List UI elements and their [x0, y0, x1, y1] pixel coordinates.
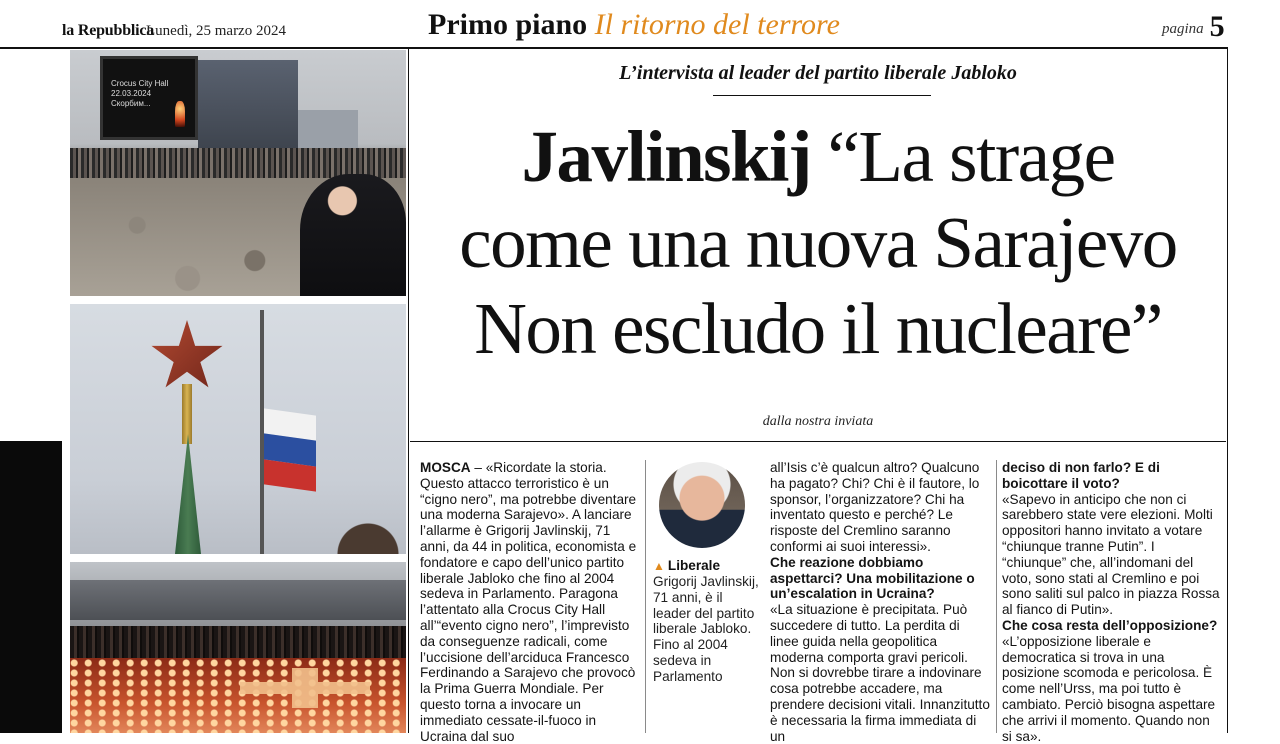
photo-vigil-crowd [70, 626, 406, 658]
byline-rule [410, 441, 1226, 442]
portrait-javlinskij [659, 462, 745, 548]
section-title [428, 8, 840, 42]
article-headline [410, 114, 1226, 372]
photo-tower-gold [182, 384, 192, 444]
column-rule [996, 460, 997, 733]
headline-line3: Non escludo il nucleare” [474, 288, 1162, 369]
section-name: Primo piano [428, 8, 588, 41]
headline-name: Javlinskij [521, 116, 811, 197]
bio-title-text: Liberale [667, 558, 721, 573]
frame-left-rule [408, 49, 409, 733]
headline-line2: come una nuova Sarajevo [459, 202, 1177, 283]
article-column-4 [1002, 460, 1222, 744]
interview-question: Che cosa resta dell’opposizione? [1002, 617, 1218, 633]
header-rule [0, 47, 1228, 49]
masthead: la Repubblica [62, 22, 155, 39]
column-rule [645, 460, 646, 733]
adjacent-page-strip [0, 441, 62, 733]
photo-trees [330, 510, 406, 554]
triangle-icon: ▲ [653, 559, 665, 573]
photo-woman-mourning [300, 174, 406, 296]
photo-crocus-memorial [70, 50, 406, 296]
photo-candles [70, 658, 406, 733]
interview-question: deciso di non farlo? E di boicottare il voto? [1002, 460, 1160, 491]
bio-title [653, 558, 720, 573]
photo-building [198, 60, 298, 152]
column-4-text-2: «L’opposizione liberale e democratica si trova in una posizione scomoda e pericolosa. È come nell’Urss, ma poi tutto è cambiato. Perciò bisogna aspettare che arrivi il momento. Quando non si sa». [1002, 633, 1216, 744]
article-column-1 [420, 460, 639, 744]
screen-text: Crocus City Hall 22.03.2024 Скорбим... [111, 79, 169, 108]
photo-roof [70, 580, 406, 620]
column-4-text-1: «Sapevo in anticipo che non ci sarebbero state vere elezioni. Molti oppositori hanno invitato a votare “chiunque tranne Putin”. I “chiunque” che, all’indomani del voto, sono stati al Cremlino e poi sono saliti sul palco in piazza Rossa al fianco di Putin». [1002, 491, 1220, 618]
issue-date: Lunedì, 25 marzo 2024 [146, 23, 286, 39]
section-subtitle: Il ritorno del terrore [594, 8, 840, 41]
russian-flag-icon [264, 408, 316, 491]
candle-flame-icon [175, 101, 185, 127]
column-1-text: – «Ricordate la storia. Questo attacco terroristico è un “cigno nero”, ma potrebbe diventare una moderna Sarajevo». A lanciare l’allarme è Grigorij Javlinskij, 71 anni, da 44 in politica, economista e fondatore e capo dell’unico partito liberale Jabloko che fino al 2004 sedeva in Parlamento. Paragona l’attentato alla Crocus City Hall all’“evento cigno nero”, l’imprevisto da conseguenze radicali, come l’uccisione dell’arciduca Francesco Ferdinando a Sarajevo che provocò la Prima Guerra Mondiale. Per questo torna a invocare un immediato cessate-il-fuoco in Ucraina dal suo [420, 460, 637, 744]
page-number-value: 5 [1209, 10, 1225, 43]
headline-line1: “La strage [810, 116, 1115, 197]
frame-right-rule [1227, 49, 1228, 733]
article-kicker: L’intervista al leader del partito liberale Jabloko [619, 62, 1017, 84]
article-column-3 [770, 460, 992, 744]
photo-tower-spire [175, 434, 201, 554]
column-3-text-2: «La situazione è precipitata. Può succedere di tutto. La perdita di linee guida nella geopolitica moderna comporta gravi pericoli. Non si dovrebbe tirare a indovinare cosa potrebbe accadere, ma prendere decisioni vitali. Innanzitutto è necessaria la firma immediata di un [770, 602, 990, 744]
byline: dalla nostra inviata [762, 414, 874, 429]
photo-kremlin-flag [70, 304, 406, 554]
column-3-text-1: all’Isis c’è qualcun altro? Qualcuno ha pagato? Chi? Chi è il fautore, lo sponsor, l’organizzatore? Chi ha inventato questo e perché? Le risposte del Cremlino saranno conformi ai suoi interessi». [770, 460, 980, 554]
page-number [1162, 10, 1225, 44]
kremlin-star-icon [150, 320, 224, 394]
dateline: MOSCA [420, 460, 471, 475]
page-label: pagina [1162, 21, 1204, 37]
interview-question: Che reazione dobbiamo aspettarci? Una mobilitazione o un’escalation in Ucraina? [770, 554, 975, 602]
photo-memorial-screen [100, 56, 198, 140]
kicker-rule [713, 95, 931, 96]
photo-building-annex [298, 110, 358, 150]
bio-text: Grigorij Javlinskij, 71 anni, è il leader del partito liberale Jabloko. Fino al 2004 sedeva in Parlamento [653, 574, 759, 684]
photo-candle-vigil [70, 562, 406, 733]
